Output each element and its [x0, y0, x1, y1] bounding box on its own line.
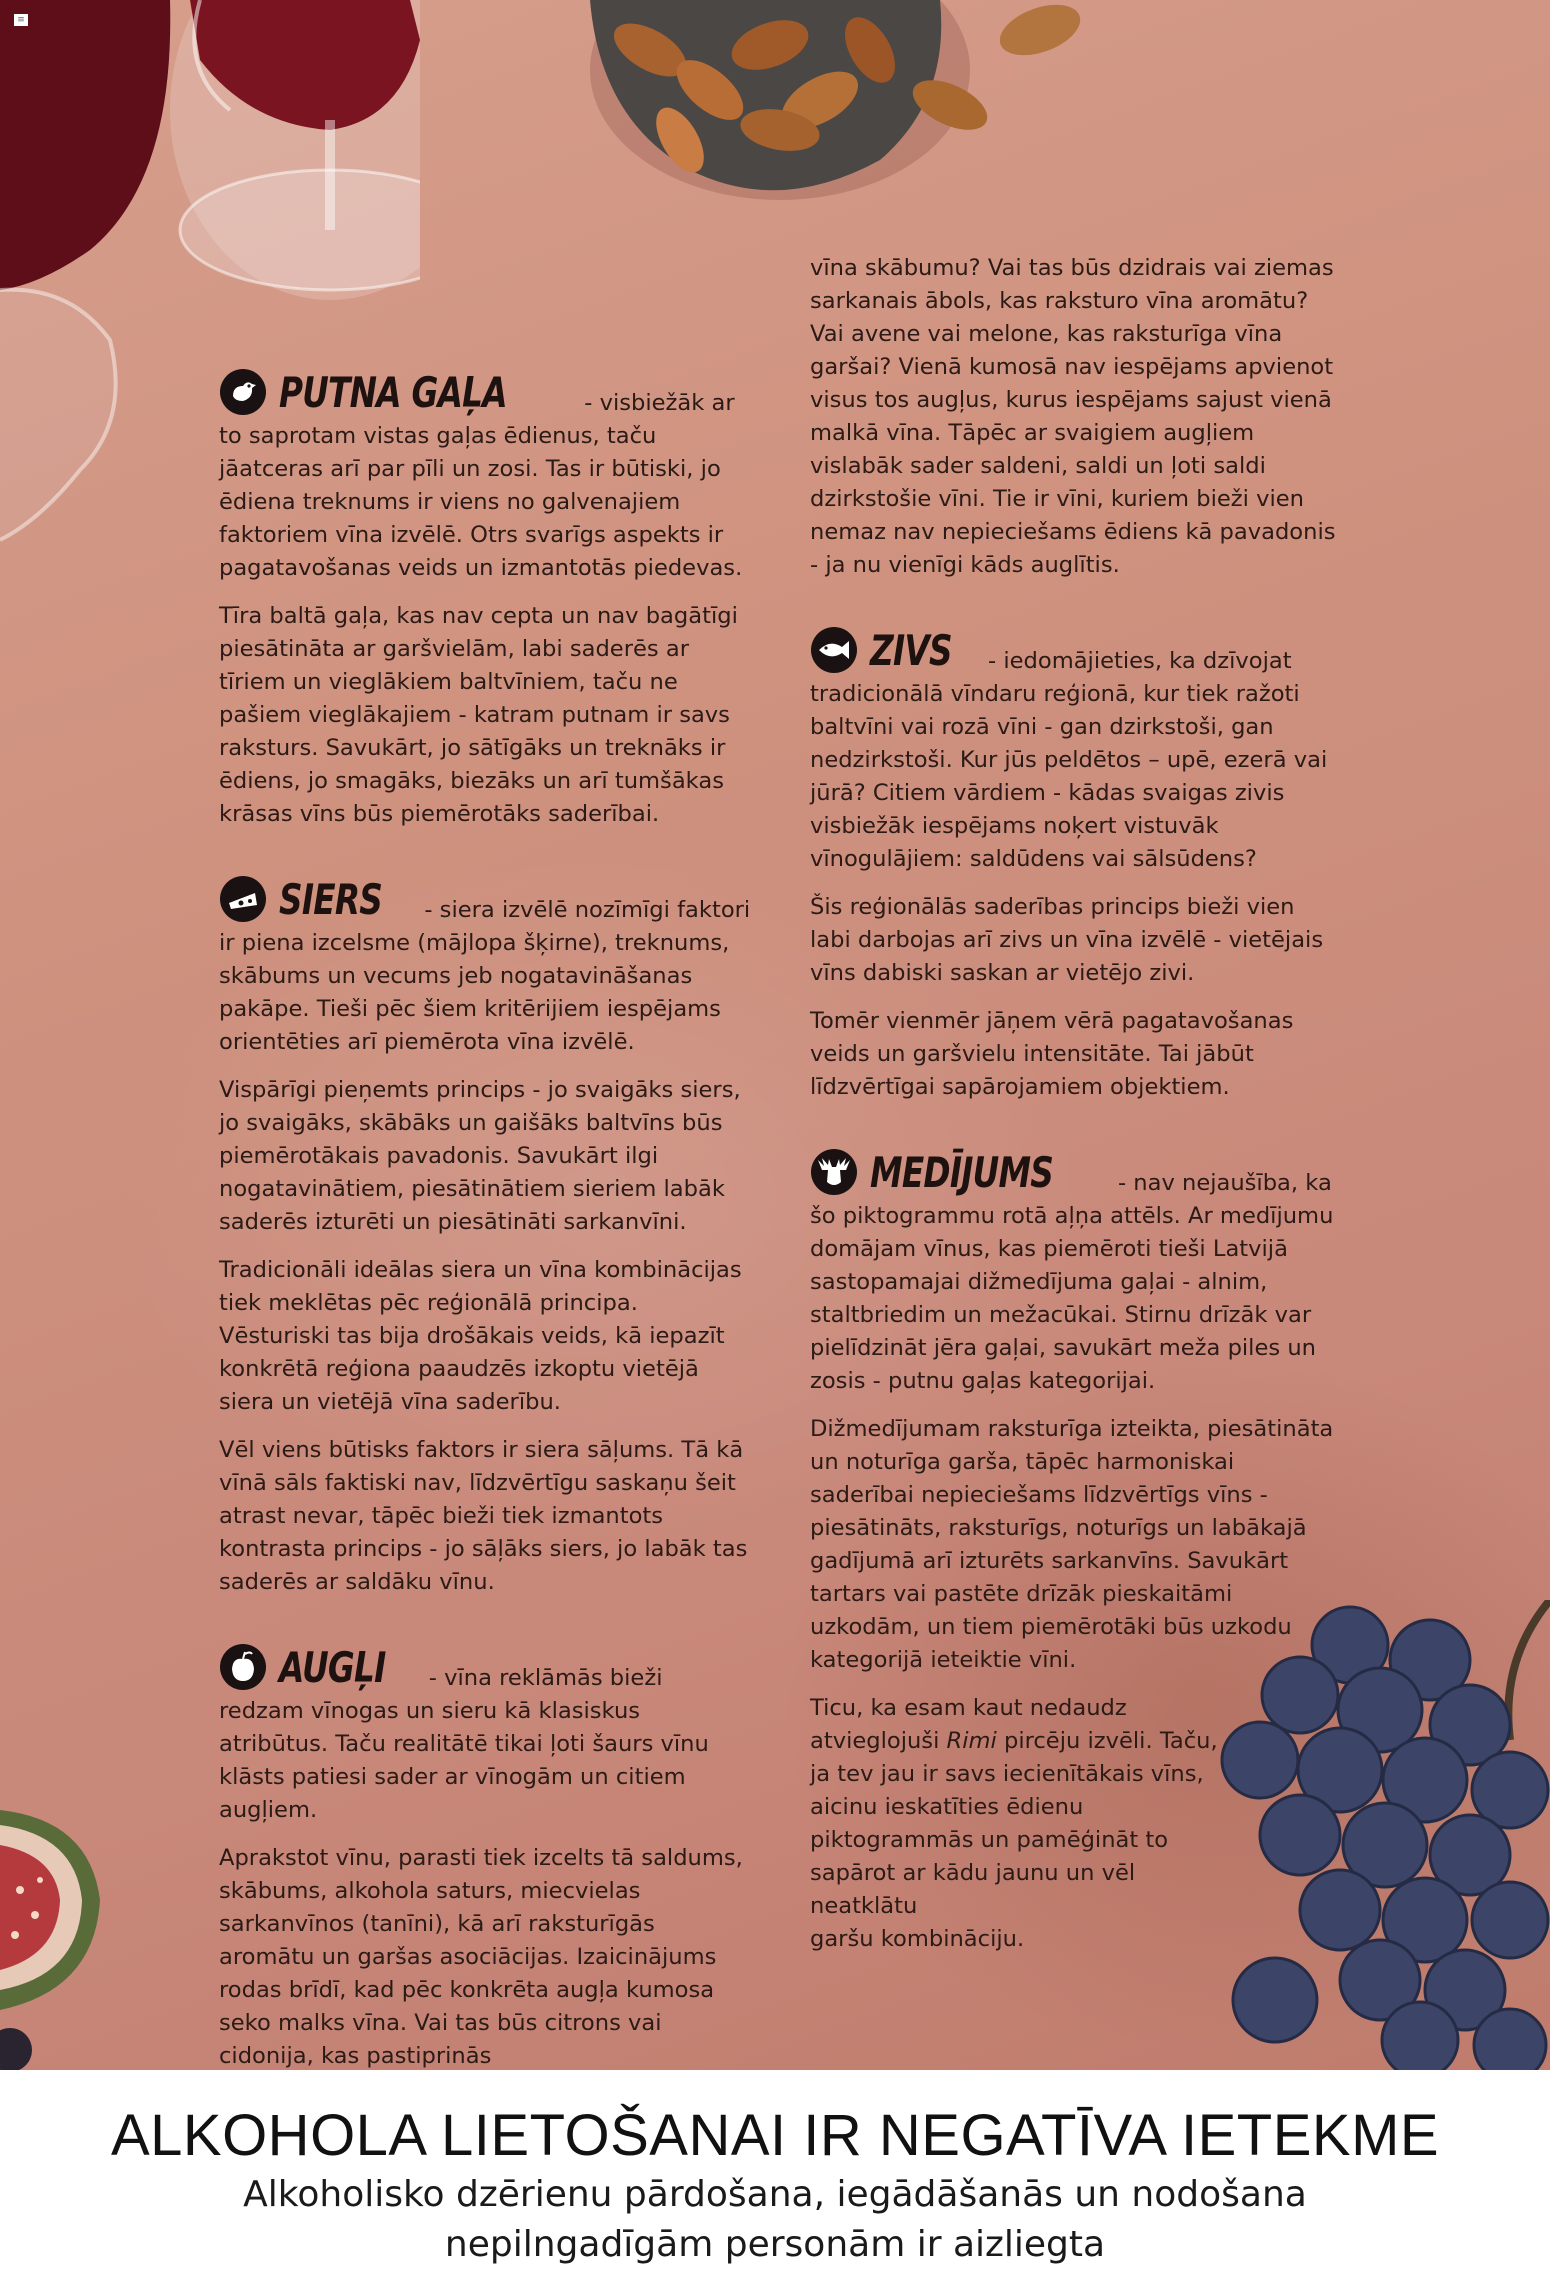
section-heading — [219, 875, 411, 923]
section-heading — [810, 626, 975, 674]
closing-paragraph: Ticu, ka esam kaut nedaudz atvieglojuši Rimi pircēju izvēli. Taču, ja tev jau ir savs iecienītākais vīns, aicinu ieskatīties ēdienu piktogrammās un pamēģināt to sapārot ar kādu jaunu un vēl neatklātu garšu kombināciju. — [810, 1695, 1218, 1952]
section-intro: - iedomājieties, ka dzīvojat tradicionālā vīndaru reģionā, kur tiek ražoti baltvīni vai rozā vīni - gan dzirkstoši, gan nedzirkstoši. Kur jūs peldētos – upē, ezerā vai jūrā? Citiem vārdiem - kādas svaigas zivis visbiežāk iespējams noķert vistuvāk vīnogulājiem: saldūdens vai sālsūdens? — [810, 648, 1328, 872]
moose-icon — [810, 1148, 858, 1196]
right-column — [810, 252, 1340, 2000]
section-paragraph: vīna skābumu? Vai tas būs dzidrais vai ziemas sarkanais ābols, kas raksturo vīna aromātu? Vai avene vai melone, kas raksturīga vīna garšai? Vienā kumosā nav iespējams apvienot visus tos augļus, kurus iespējams sajust vienā malkā vīna. Tāpēc ar svaigiem augļiem vislabāk sader saldeni, saldi un ļoti saldi dzirkstošie vīni. Tie ir vīni, kuriem bieži vien nemaz nav nepieciešams ēdiens kā pavadonis - ja nu vienīgi kāds auglītis. — [810, 255, 1336, 578]
section-title: SIERS — [279, 874, 383, 924]
fig-image — [0, 1790, 110, 2070]
section-paragraph: Šis reģionālās saderības princips bieži vien labi darbojas arī zivs un vīna izvēlē - vietējais vīns dabiski saskan ar vietējo zivi. — [810, 894, 1324, 986]
brand-name: Rimi — [946, 1728, 997, 1754]
warning-line-1: Alkoholisko dzērienu pārdošana, iegādāšanās un nodošana — [243, 2174, 1307, 2215]
warning-title: ALKOHOLA LIETOŠANAI IR NEGATĪVA IETEKME — [110, 2103, 1440, 2168]
section-intro: - nav nejaušība, ka šo piktogrammu rotā aļņa attēls. Ar medījumu domājam vīnus, kas piemēroti tieši Latvijā sastopamajai dižmedījuma gaļai - alnim, staltbriedim un mežacūkai. Stirnu drīzāk var pielīdzināt jēra gaļai, savukārt meža piles un zosis - putnu gaļas kategorijai. — [810, 1170, 1334, 1394]
section-heading — [219, 1643, 416, 1691]
section-paragraph: Vispārīgi pieņemts princips - jo svaigāks siers, jo svaigāks, skābāks un gaišāks baltvīns būs piemērotākais pavadonis. Savukārt ilgi nogatavinātiem, piesātinātiem sieriem labāk saderēs izturēti un piesātināti sarkanvīni. — [219, 1077, 741, 1235]
cheese-icon — [219, 875, 267, 923]
section-augli — [219, 1643, 754, 2073]
section-paragraph: Tomēr vienmēr jāņem vērā pagatavošanas veids un garšvielu intensitāte. Tai jābūt līdzvērtīgai sapārojamiem objektiem. — [810, 1008, 1294, 1100]
section-paragraph: Dižmedījumam raksturīga izteikta, piesātināta un noturīga garša, tāpēc harmoniskai saderībai nepieciešams līdzvērtīgs vīns - piesātināts, raksturīgs, noturīgs un labākajā gadījumā arī izturēts sarkanvīns. Savukārt tartars vai pastēte drīzāk pieskaitāmi uzkodām, un tiem piemērotāki būs uzkodu kategorijā ieteiktie vīni. — [810, 1416, 1334, 1673]
section-title: ZIVS — [870, 625, 952, 675]
section-heading — [219, 368, 571, 416]
section-title: PUTNA GAĻA — [279, 367, 507, 417]
section-putna-gala — [219, 368, 754, 831]
bird-icon — [219, 368, 267, 416]
fruit-icon — [219, 1643, 267, 1691]
fish-icon — [810, 626, 858, 674]
section-paragraph: Vēl viens būtisks faktors ir siera sāļums. Tā kā vīnā sāls faktiski nav, līdzvērtīgu saskaņu šeit atrast nevar, tāpēc bieži tiek izmantots kontrasta princips - jo sāļāks siers, jo labāk tas saderēs ar saldāku vīnu. — [219, 1437, 748, 1595]
alcohol-warning-footer — [0, 2070, 1550, 2265]
section-intro: - siera izvēlē nozīmīgi faktori ir piena izcelsme (mājlopa šķirne), treknums, skābums un vecums jeb nogatavināšanas pakāpe. Tieši pēc šiem kritērijiem iespējams orientēties arī piemērota vīna izvēlē. — [219, 897, 751, 1055]
section-title: AUGĻI — [279, 1642, 386, 1692]
almonds-bowl-image — [580, 0, 1100, 220]
section-paragraph: Tradicionāli ideālas siera un vīna kombinācijas tiek meklētas pēc reģionālā principa. Vēsturiski tas bija drošākais veids, kā iepazīt konkrētā reģiona paaudzēs izkoptu vietējā siera un vietējā vīna saderību. — [219, 1257, 742, 1415]
section-siers — [219, 875, 754, 1599]
section-zivs — [810, 626, 1340, 1104]
section-heading — [810, 1148, 1105, 1196]
section-intro: - visbiežāk ar to saprotam vistas gaļas ēdienus, taču jāatceras arī par pīli un zosi. Tas ir būtiski, jo ēdiena treknums ir viens no galvenajiem faktoriem vīna izvēlē. Otrs svarīgs aspekts ir pagatavošanas veids un izmantotās piedevas. — [219, 390, 743, 581]
section-title: MEDĪJUMS — [870, 1147, 1054, 1197]
section-paragraph: Aprakstot vīnu, parasti tiek izcelts tā saldums, skābums, alkohola saturs, miecvielas sarkanvīnos (tanīni), kā arī raksturīgās aromātu un garšas asociācijas. Izaicinājums rodas brīdī, kad pēc konkrēta augļa kumosa seko malks vīna. Vai tas būs citrons vai cidonija, kas pastiprinās — [219, 1845, 743, 2069]
section-augli-continued — [810, 252, 1340, 582]
warning-line-2: nepilngadīgām personām ir aizliegta — [444, 2224, 1106, 2265]
menu-icon: ≡ — [14, 14, 28, 26]
left-column — [219, 368, 754, 2117]
section-paragraph: Tīra baltā gaļa, kas nav cepta un nav bagātīgi piesātināta ar garšvielām, labi saderēs ar tīriem un vieglākiem baltvīniem, taču ne pašiem vieglākajiem - katram putnam ir savs raksturs. Savukārt, jo sātīgāks un treknāks ir ēdiens, jo smagāks, biezāks un arī tumšākas krāsas vīns būs piemērotāks saderībai. — [219, 603, 738, 827]
section-intro: - vīna reklāmās bieži redzam vīnogas un sieru kā klasiskus atribūtus. Taču realitātē tikai ļoti šaurs vīnu klāsts patiesi sader ar vīnogām un citiem augļiem. — [219, 1665, 709, 1823]
section-medijums — [810, 1148, 1340, 1956]
